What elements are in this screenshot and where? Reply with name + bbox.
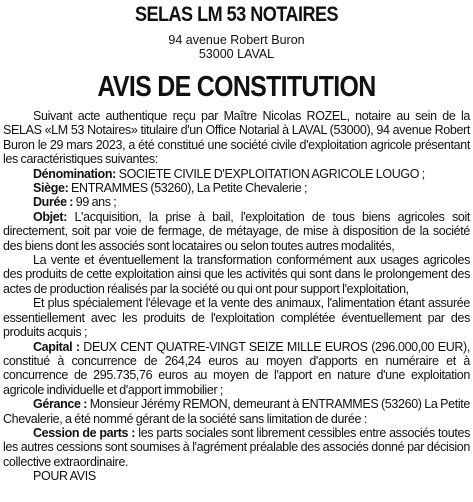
duree-label: Durée : xyxy=(33,195,74,210)
closing-line: POUR AVIS xyxy=(33,469,96,484)
denomination-value: SOCIETE CIVILE D'EXPLOITATION AGRICOLE LOUGO ; xyxy=(115,166,425,181)
denomination-label: Dénomination: xyxy=(33,166,116,181)
firm-address-city: 53000 LAVAL xyxy=(198,47,275,61)
objet-paragraph-3: Et plus spécialement l'élevage et la vente des animaux, l'alimentation étant assurée essentiellement avec les produits de l'exploitation complétée éventuellement par des produits acquis ; xyxy=(3,296,470,340)
capital-paragraph xyxy=(3,340,470,398)
siege-label: Siège: xyxy=(33,181,69,196)
objet-paragraph xyxy=(3,210,470,253)
gerance-label: Gérance : xyxy=(33,397,88,412)
cession-value: les parts sociales sont librement cessibles entre associés toutes les autres cessions sont soumises à l'agrément préalable des associés donné par décision collective extraordinaire. xyxy=(3,425,470,469)
capital-value: DEUX CENT QUATRE-VINGT SEIZE MILLE EUROS (296.000,00 EUR), constitué à concurrence de 264,24 euros au moyen d'apports en numéraire et à concurrence de 295.735,76 euros au moyen de l'apport en nature d'une exploitation agricole individuelle et d'apport immobilier ; xyxy=(3,339,470,397)
denomination-line xyxy=(3,167,470,181)
notary-firm-name: SELAS LM 53 NOTAIRES xyxy=(134,3,339,26)
notice-title: AVIS DE CONSTITUTION xyxy=(97,71,376,103)
siege-value: ENTRAMMES (53260), La Petite Chevalerie ; xyxy=(68,181,308,196)
firm-address-street: 94 avenue Robert Buron xyxy=(168,33,305,47)
notice-body xyxy=(3,109,470,484)
siege-line xyxy=(3,181,470,195)
objet-paragraph-2: La vente et éventuellement la transformation conformément aux usages agricoles des produits de cette exploitation ainsi que les activités qui sont dans le prolongement des actes de production réalisés par la société ou qui ont pour support l'exploitation, xyxy=(3,253,470,296)
duree-value: 99 ans ; xyxy=(73,195,117,210)
capital-label: Capital : xyxy=(33,339,80,354)
notice-intro: Suivant acte authentique reçu par Maître Nicolas ROZEL, notaire au sein de la SELAS «LM 53 Notaires» titulaire d'un Office Notarial à LAVAL (53000), 94 avenue Robert Buron le 29 mars 2023, a été constitué une société civile d'exploitation agricole présentant les caractéristiques suivantes: xyxy=(3,109,470,167)
gerance-paragraph xyxy=(3,397,470,426)
objet-label: Objet: xyxy=(33,209,68,224)
cession-paragraph xyxy=(3,426,470,469)
duree-line xyxy=(3,195,470,209)
objet-value: L'acquisition, la prise à bail, l'exploitation de tous biens agricoles soit directement, soit par voie de fermage, de métayage, de mise à disposition de la société des biens dont les associés sont locataires ou selon toutes autres modalités, xyxy=(3,209,470,253)
gerance-value: Monsieur Jérémy REMON, demeurant à ENTRAMMES (53260) La Petite Chevalerie, a été nommé gérant de la société sans limitation de durée : xyxy=(3,397,470,426)
cession-label: Cession de parts : xyxy=(33,425,136,440)
